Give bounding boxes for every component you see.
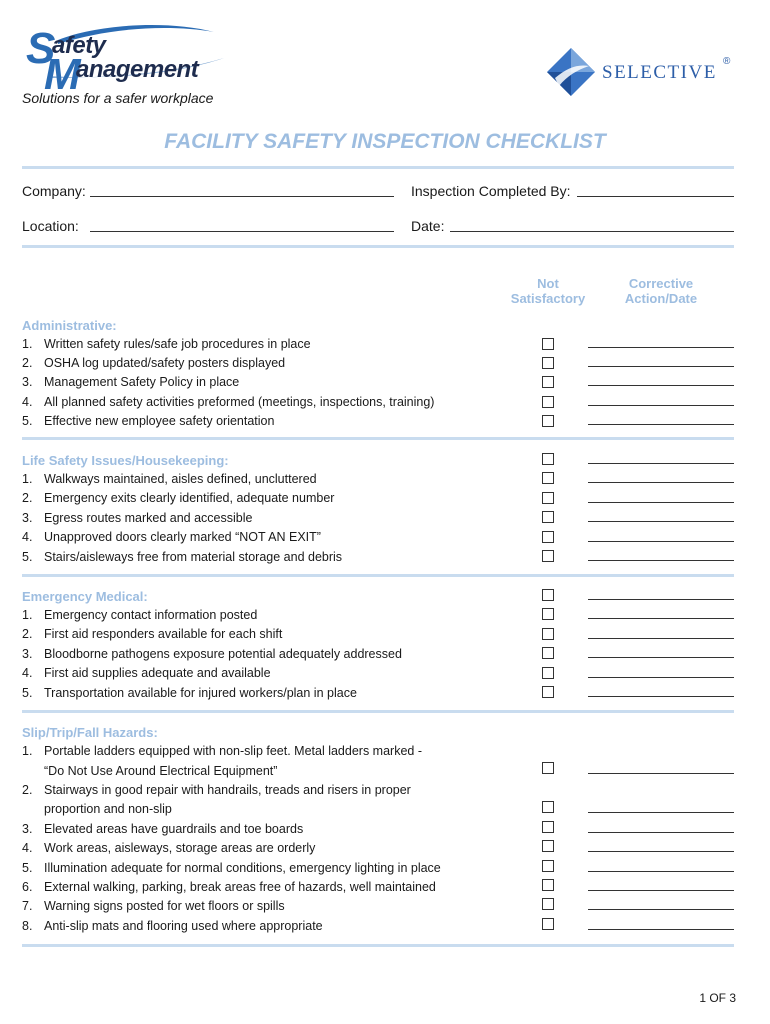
corrective-action-field[interactable] bbox=[588, 832, 734, 833]
item-text: Walkways maintained, aisles defined, uncluttered bbox=[44, 472, 317, 486]
corrective-action-field[interactable] bbox=[588, 812, 734, 813]
item-number: 5. bbox=[22, 861, 33, 875]
list-item bbox=[22, 822, 303, 836]
item-text: Elevated areas have guardrails and toe boards bbox=[44, 822, 304, 836]
item-text: Stairs/aisleways free from material storage and debris bbox=[44, 550, 343, 564]
item-number: 5. bbox=[22, 686, 33, 700]
list-item bbox=[22, 375, 239, 389]
list-item bbox=[22, 414, 274, 428]
list-item-continuation: “Do Not Use Around Electrical Equipment” bbox=[44, 764, 278, 778]
item-text: Management Safety Policy in place bbox=[44, 375, 240, 389]
item-text: Warning signs posted for wet floors or spills bbox=[44, 899, 285, 913]
item-text: External walking, parking, break areas free of hazards, well maintained bbox=[44, 880, 436, 894]
inspection-by-label: Inspection Completed By: bbox=[411, 183, 571, 199]
corrective-action-field[interactable] bbox=[588, 618, 734, 619]
checkbox-icon[interactable] bbox=[542, 762, 554, 774]
logo-word-management: anagement bbox=[76, 56, 199, 83]
corrective-action-header-line1: Corrective bbox=[628, 276, 694, 291]
divider bbox=[22, 944, 734, 947]
section-slip-trip-fall-title: Slip/Trip/Fall Hazards: bbox=[22, 725, 158, 740]
corrective-action-field[interactable] bbox=[588, 871, 734, 872]
logo-word-safety: afety bbox=[52, 32, 106, 59]
list-item bbox=[22, 686, 357, 700]
checkbox-icon[interactable] bbox=[542, 898, 554, 910]
logo-letter-s: S bbox=[26, 24, 56, 73]
item-number: 5. bbox=[22, 550, 33, 564]
item-text: Bloodborne pathogens exposure potential adequately addressed bbox=[44, 647, 402, 661]
checkbox-icon[interactable] bbox=[542, 608, 554, 620]
not-satisfactory-header bbox=[498, 276, 598, 306]
inspection-by-field[interactable] bbox=[577, 196, 734, 197]
item-number: 7. bbox=[22, 899, 33, 913]
page-number: 1 OF 3 bbox=[699, 991, 736, 1005]
item-number: 5. bbox=[22, 414, 33, 428]
item-number: 2. bbox=[22, 627, 33, 641]
item-number: 4. bbox=[22, 666, 33, 680]
date-label: Date: bbox=[411, 218, 445, 234]
checkbox-icon[interactable] bbox=[542, 821, 554, 833]
item-text: Effective new employee safety orientation bbox=[44, 414, 275, 428]
checkbox-icon[interactable] bbox=[542, 472, 554, 484]
date-field[interactable] bbox=[450, 231, 734, 232]
corrective-action-field[interactable] bbox=[588, 929, 734, 930]
corrective-action-field[interactable] bbox=[588, 773, 734, 774]
corrective-action-field[interactable] bbox=[588, 463, 734, 464]
company-label: Company: bbox=[22, 183, 86, 199]
checkbox-icon[interactable] bbox=[542, 453, 554, 465]
checkbox-icon[interactable] bbox=[542, 647, 554, 659]
list-item bbox=[22, 530, 321, 544]
selective-wordmark: SELECTIVE bbox=[602, 62, 717, 83]
list-item bbox=[22, 919, 323, 933]
item-number: 6. bbox=[22, 880, 33, 894]
checkbox-icon[interactable] bbox=[542, 338, 554, 350]
corrective-action-field[interactable] bbox=[588, 677, 734, 678]
checkbox-icon[interactable] bbox=[542, 376, 554, 388]
divider bbox=[22, 245, 734, 248]
section-life-safety-title: Life Safety Issues/Housekeeping: bbox=[22, 453, 229, 468]
item-number: 3. bbox=[22, 822, 33, 836]
item-number: 1. bbox=[22, 608, 33, 622]
item-text: Work areas, aisleways, storage areas are orderly bbox=[44, 841, 316, 855]
corrective-action-header-line2: Action/Date bbox=[624, 291, 698, 306]
corrective-action-field[interactable] bbox=[588, 347, 734, 348]
logo-letter-m: M bbox=[44, 50, 81, 99]
company-field[interactable] bbox=[90, 196, 394, 197]
list-item bbox=[22, 841, 315, 855]
item-number: 3. bbox=[22, 375, 33, 389]
checkbox-icon[interactable] bbox=[542, 667, 554, 679]
corrective-action-field[interactable] bbox=[588, 482, 734, 483]
checkbox-icon[interactable] bbox=[542, 628, 554, 640]
item-text: First aid responders available for each shift bbox=[44, 627, 283, 641]
page-title: FACILITY SAFETY INSPECTION CHECKLIST bbox=[164, 130, 606, 153]
item-text: Emergency contact information posted bbox=[44, 608, 258, 622]
list-item bbox=[22, 395, 434, 409]
list-item bbox=[22, 861, 441, 875]
corrective-action-field[interactable] bbox=[588, 521, 734, 522]
corrective-action-field[interactable] bbox=[588, 560, 734, 561]
item-number: 4. bbox=[22, 841, 33, 855]
item-number: 3. bbox=[22, 511, 33, 525]
item-number: 3. bbox=[22, 647, 33, 661]
item-text: Unapproved doors clearly marked “NOT AN EXIT” bbox=[44, 530, 321, 544]
divider bbox=[22, 437, 734, 440]
divider bbox=[22, 710, 734, 713]
checkbox-icon[interactable] bbox=[542, 357, 554, 369]
checkbox-icon[interactable] bbox=[542, 415, 554, 427]
item-number: 1. bbox=[22, 337, 33, 351]
checkbox-icon[interactable] bbox=[542, 860, 554, 872]
tagline: Solutions for a safer workplace bbox=[22, 90, 214, 106]
item-text: Illumination adequate for normal conditions, emergency lighting in place bbox=[44, 861, 441, 875]
item-text: Transportation available for injured workers/plan in place bbox=[44, 686, 357, 700]
item-text: All planned safety activities preformed (meetings, inspections, training) bbox=[44, 395, 435, 409]
checkbox-icon[interactable] bbox=[542, 589, 554, 601]
list-item bbox=[22, 511, 252, 525]
list-item bbox=[22, 337, 311, 351]
corrective-action-field[interactable] bbox=[588, 541, 734, 542]
location-field[interactable] bbox=[90, 231, 394, 232]
item-number: 2. bbox=[22, 356, 33, 370]
checkbox-icon[interactable] bbox=[542, 531, 554, 543]
checkbox-icon[interactable] bbox=[542, 550, 554, 562]
list-item bbox=[22, 744, 422, 758]
list-item bbox=[22, 666, 271, 680]
item-number: 8. bbox=[22, 919, 33, 933]
list-item bbox=[22, 880, 436, 894]
item-number: 4. bbox=[22, 395, 33, 409]
checkbox-icon[interactable] bbox=[542, 840, 554, 852]
corrective-action-field[interactable] bbox=[588, 366, 734, 367]
list-item bbox=[22, 550, 342, 564]
location-label: Location: bbox=[22, 218, 79, 234]
item-text: First aid supplies adequate and available bbox=[44, 666, 271, 680]
checkbox-icon[interactable] bbox=[542, 396, 554, 408]
item-number: 4. bbox=[22, 530, 33, 544]
item-number: 2. bbox=[22, 783, 33, 797]
list-item-continuation: proportion and non-slip bbox=[44, 802, 172, 816]
selective-logo bbox=[545, 46, 745, 102]
checkbox-icon[interactable] bbox=[542, 801, 554, 813]
corrective-action-field[interactable] bbox=[588, 851, 734, 852]
section-emergency-medical-title: Emergency Medical: bbox=[22, 589, 148, 604]
checkbox-icon[interactable] bbox=[542, 492, 554, 504]
item-text: Written safety rules/safe job procedures in place bbox=[44, 337, 311, 351]
checkbox-icon[interactable] bbox=[542, 879, 554, 891]
corrective-action-field[interactable] bbox=[588, 599, 734, 600]
corrective-action-header bbox=[606, 276, 716, 306]
item-text: Stairways in good repair with handrails, treads and risers in proper bbox=[44, 783, 411, 797]
divider bbox=[22, 166, 734, 169]
item-text: Portable ladders equipped with non-slip feet. Metal ladders marked - bbox=[44, 744, 422, 758]
corrective-action-field[interactable] bbox=[588, 890, 734, 891]
selective-diamond-logo-icon bbox=[545, 46, 601, 102]
registered-mark: ® bbox=[723, 56, 731, 67]
corrective-action-field[interactable] bbox=[588, 638, 734, 639]
checkbox-icon[interactable] bbox=[542, 918, 554, 930]
list-item bbox=[22, 899, 285, 913]
corrective-action-field[interactable] bbox=[588, 909, 734, 910]
not-satisfactory-header-line1: Not bbox=[537, 276, 559, 291]
item-number: 1. bbox=[22, 472, 33, 486]
list-item bbox=[22, 356, 285, 370]
corrective-action-field[interactable] bbox=[588, 696, 734, 697]
section-administrative-title: Administrative: bbox=[22, 318, 117, 333]
list-item bbox=[22, 647, 402, 661]
item-text: Emergency exits clearly identified, adequate number bbox=[44, 491, 335, 505]
corrective-action-field[interactable] bbox=[588, 405, 734, 406]
divider bbox=[22, 574, 734, 577]
list-item bbox=[22, 472, 317, 486]
corrective-action-field[interactable] bbox=[588, 502, 734, 503]
corrective-action-field[interactable] bbox=[588, 385, 734, 386]
item-text: Anti-slip mats and flooring used where appropriate bbox=[44, 919, 323, 933]
item-number: 2. bbox=[22, 491, 33, 505]
list-item bbox=[22, 783, 411, 797]
item-number: 1. bbox=[22, 744, 33, 758]
list-item bbox=[22, 608, 257, 622]
item-text: OSHA log updated/safety posters displayed bbox=[44, 356, 286, 370]
item-text: Egress routes marked and accessible bbox=[44, 511, 253, 525]
checkbox-icon[interactable] bbox=[542, 686, 554, 698]
corrective-action-field[interactable] bbox=[588, 424, 734, 425]
checkbox-icon[interactable] bbox=[542, 511, 554, 523]
list-item bbox=[22, 627, 282, 641]
corrective-action-field[interactable] bbox=[588, 657, 734, 658]
list-item bbox=[22, 491, 334, 505]
not-satisfactory-header-line2: Satisfactory bbox=[510, 291, 586, 306]
